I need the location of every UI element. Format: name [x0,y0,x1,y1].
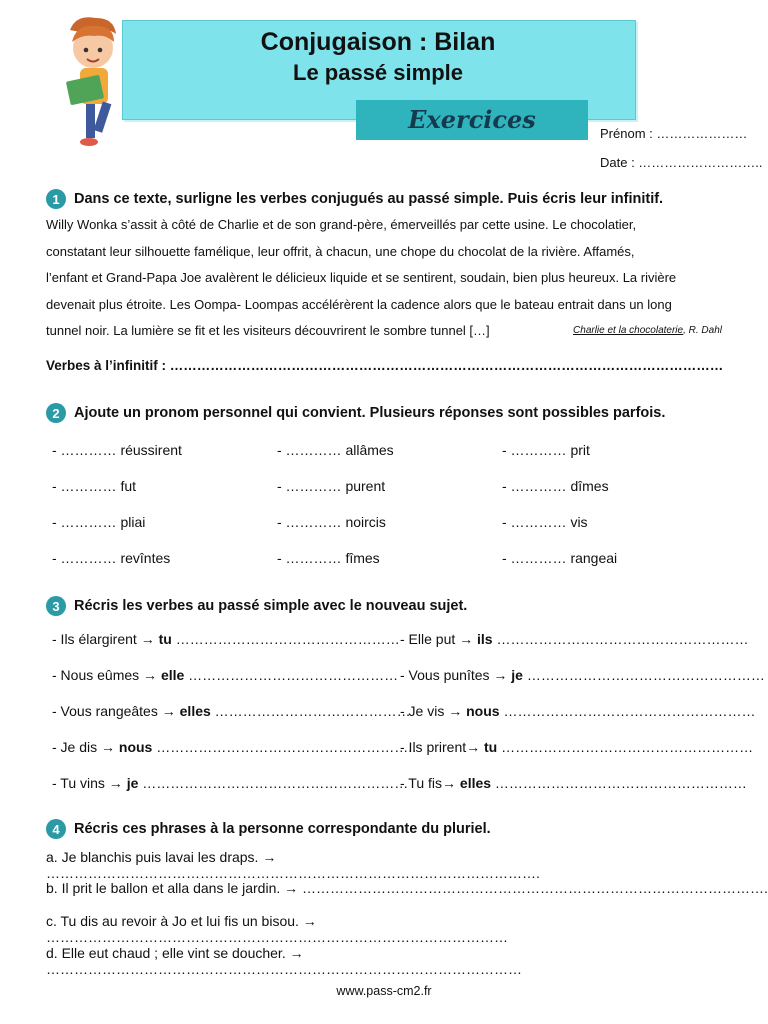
q4-sentence: a. Je blanchis puis lavai les draps. → ……………………………………………………………………………………………. [46,849,540,881]
q2-number: 2 [46,403,66,423]
q3-item: - Ils prirent→ tu ……………………………………………… [400,739,754,755]
q2-item: - ………… dîmes [502,478,609,494]
reading-child-illustration [56,12,130,150]
q2-item: - ………… noircis [277,514,386,530]
q2-heading [46,403,665,423]
q4-sentence: d. Elle eut chaud ; elle vint se doucher. → ………………………………………………………………………………………… [46,945,522,977]
infinitive-answer-line: Verbes à l’infinitif : …………………………………………………………………………………………………………… [46,358,724,373]
q2-item: - ………… revîntes [52,550,171,566]
q2-item: - ………… fîmes [277,550,380,566]
q3-item: - Vous rangeâtes → elles …………………………………… [52,703,411,719]
q3-item: - Tu fis→ elles ……………………………………………… [400,775,747,791]
q1-heading [46,189,663,209]
q2-item: - ………… fut [52,478,137,494]
q4-heading [46,819,491,839]
q4-sentence: b. Il prit le ballon et alla dans le jardin. → ………………………………………………………………………………………. [46,880,768,896]
source-author: , R. Dahl [683,325,722,336]
q4-number: 4 [46,819,66,839]
exercises-label: Exercices [356,100,588,140]
q3-item: - Vous punîtes → je …………………………………………… [400,667,765,683]
q3-number: 3 [46,596,66,616]
q1-text-line [46,318,722,345]
source-reference [573,318,722,345]
q2-heading-text: Ajoute un pronom personnel qui convient. Plusieurs réponses sont possibles parfois. [74,405,666,421]
q2-item: - ………… réussirent [52,442,182,458]
q3-item: - Ils élargirent → tu ………………………………………… [52,631,400,647]
q1-heading-text: Dans ce texte, surligne les verbes conjugués au passé simple. Puis écris leur infinitif. [74,191,664,207]
q2-item: - ………… allâmes [277,442,394,458]
q1-text-line: constatant leur silhouette famélique, leur offrit, à chacun, une chope du chocolat de la rivière. Affamés, [46,243,635,259]
q3-item: - Elle put → ils ……………………………………………… [400,631,749,647]
q3-heading-text: Récris les verbes au passé simple avec le nouveau sujet. [74,598,468,614]
date-field: Date : ……………………….. [600,155,763,170]
q3-item: - Nous eûmes → elle ……………………………………… [52,667,399,683]
q2-item: - ………… vis [502,514,588,530]
q1-text [46,212,722,345]
prenom-field: Prénom : ………………… [600,126,748,141]
q3-item: - Tu vins → je ………………………………………………… [52,775,409,791]
q2-item: - ………… rangeai [502,550,618,566]
q2-item: - ………… pliai [52,514,146,530]
source-title: Charlie et la chocolaterie [573,325,684,336]
q1-text-line: Willy Wonka s’assit à côté de Charlie et de son grand-père, émerveillés par cette usine. Le chocolatier, [46,217,637,232]
q4-sentence: c. Tu dis au revoir à Jo et lui fis un bisou. → ……………………………………………………………………………………… [46,913,508,945]
q3-item: - Je dis → nous ……………………………………………….. [52,739,417,755]
q1-text-line: devenait plus étroite. Les Oompa- Loompas accélérèrent la cadence alors que le bateau entrait dans un long [46,296,672,312]
q1-text-line: l’enfant et Grand-Papa Joe avalèrent le délicieux liquide et se sentirent, soudain, bien plus heureux. La rivière [46,270,677,285]
q4-heading-text: Récris ces phrases à la personne correspondante du pluriel. [74,821,491,837]
q3-heading [46,596,467,616]
q1-text-last: tunnel noir. La lumière se fit et les visiteurs découvrirent le sombre tunnel […] [46,323,490,338]
page-subtitle: Le passé simple [293,60,463,85]
page-title: Conjugaison : Bilan [260,28,496,56]
footer-url: www.pass-cm2.fr [336,984,432,998]
q3-item: - Je vis → nous ……………………………………………… [400,703,756,719]
q2-item: - ………… prit [502,442,590,458]
q1-number: 1 [46,189,66,209]
q2-item: - ………… purent [277,478,386,494]
